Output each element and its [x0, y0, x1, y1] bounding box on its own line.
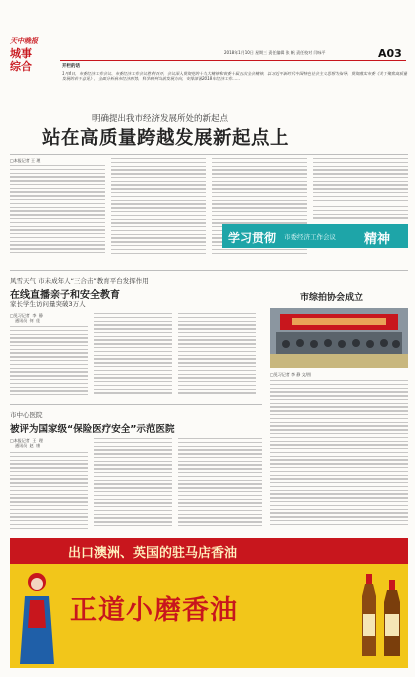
brand-logo: 天中晚报 — [10, 37, 38, 45]
photo-ceremony-icon — [270, 308, 408, 368]
lead-note — [62, 63, 408, 107]
story2-byline: □见习记者 李 静 通讯员 何 佳 — [10, 313, 43, 324]
story2-subhead: 家长学生访问量突破3万人 — [10, 300, 86, 308]
masthead — [0, 0, 415, 73]
story3-col — [270, 380, 408, 527]
banner-text-1: 学习贯彻 — [228, 231, 277, 245]
top-story-col-1 — [10, 165, 105, 256]
story4-byline: □本报记者 王 理 通讯员 赵 康 — [10, 438, 43, 449]
study-banner — [222, 224, 408, 248]
banner-text-2: 市委经济工作会议 — [284, 233, 336, 241]
section-rule-2 — [10, 404, 262, 405]
date-line: 2018年1月10日 星期三 责任编辑 张 帆 责任校对 闫咏平 — [224, 50, 326, 55]
ad-line-2: 正道小磨香油 — [70, 595, 238, 626]
banner-text-3: 精神 — [364, 232, 391, 247]
story4-kicker: 市中心医院 — [10, 411, 43, 419]
lead-note-text: 1月4日，市委经济工作会议、市委经济工作会议胜利召开，会议深入贯彻党的十九大精神和省委十届五次全会精神，以习近平新时代中国特色社会主义思想为指导，贯彻落实市委《关于聚焦高质量发展的若干意见》，全面分析我市经济形势，科学研判当前发展方向，安排部署2018年经济工作…… — [62, 71, 408, 82]
story2-col-1 — [10, 326, 88, 398]
section-box — [10, 47, 52, 77]
top-story-rule — [10, 154, 408, 155]
story4-col-1 — [10, 452, 88, 531]
story3-byline: □见习记者 李 静 文/图 — [270, 372, 311, 377]
top-story-col-2 — [111, 158, 206, 256]
top-story-col-4 — [313, 158, 408, 203]
story4-col-3 — [178, 438, 262, 529]
sesame-oil-ad — [10, 538, 408, 668]
story3-headline: 市综拍协会成立 — [300, 293, 364, 303]
opera-figure-icon — [16, 568, 58, 664]
ad-bottle-1 — [360, 574, 378, 656]
masthead-rule — [60, 60, 406, 61]
top-story-kicker: 明确提出我市经济发展所处的新起点 — [92, 114, 229, 124]
ad-bottle-2 — [382, 580, 402, 656]
section-line-2: 综合 — [10, 60, 32, 73]
story4-headline: 被评为国家级“保险医疗安全”示范医院 — [10, 424, 175, 435]
story2-headline: 在线直播亲子和安全教育 — [10, 290, 120, 301]
ad-line-1: 出口澳洲、英国的驻马店香油 — [68, 546, 238, 561]
section-rule-1 — [10, 270, 408, 271]
story2-kicker: 风雪天气 市未成年人“三合击”教育平台发挥作用 — [10, 277, 149, 285]
story3-photo — [270, 308, 408, 368]
top-story-headline: 站在高质量跨越发展新起点上 — [42, 128, 290, 149]
oil-bottle-icon — [360, 574, 378, 656]
story4-col-2 — [94, 438, 172, 529]
ad-figure — [16, 568, 58, 664]
section-line-1: 城事 — [10, 47, 32, 60]
lead-note-label: 开栏的话 — [62, 64, 80, 69]
story2-col-2 — [94, 313, 172, 396]
top-story-byline: □本报记者 王 理 — [10, 158, 41, 163]
top-story-col-4b — [313, 206, 408, 221]
page-number: A03 — [378, 47, 402, 60]
oil-bottle-icon — [382, 580, 402, 656]
story2-col-3 — [178, 313, 256, 396]
